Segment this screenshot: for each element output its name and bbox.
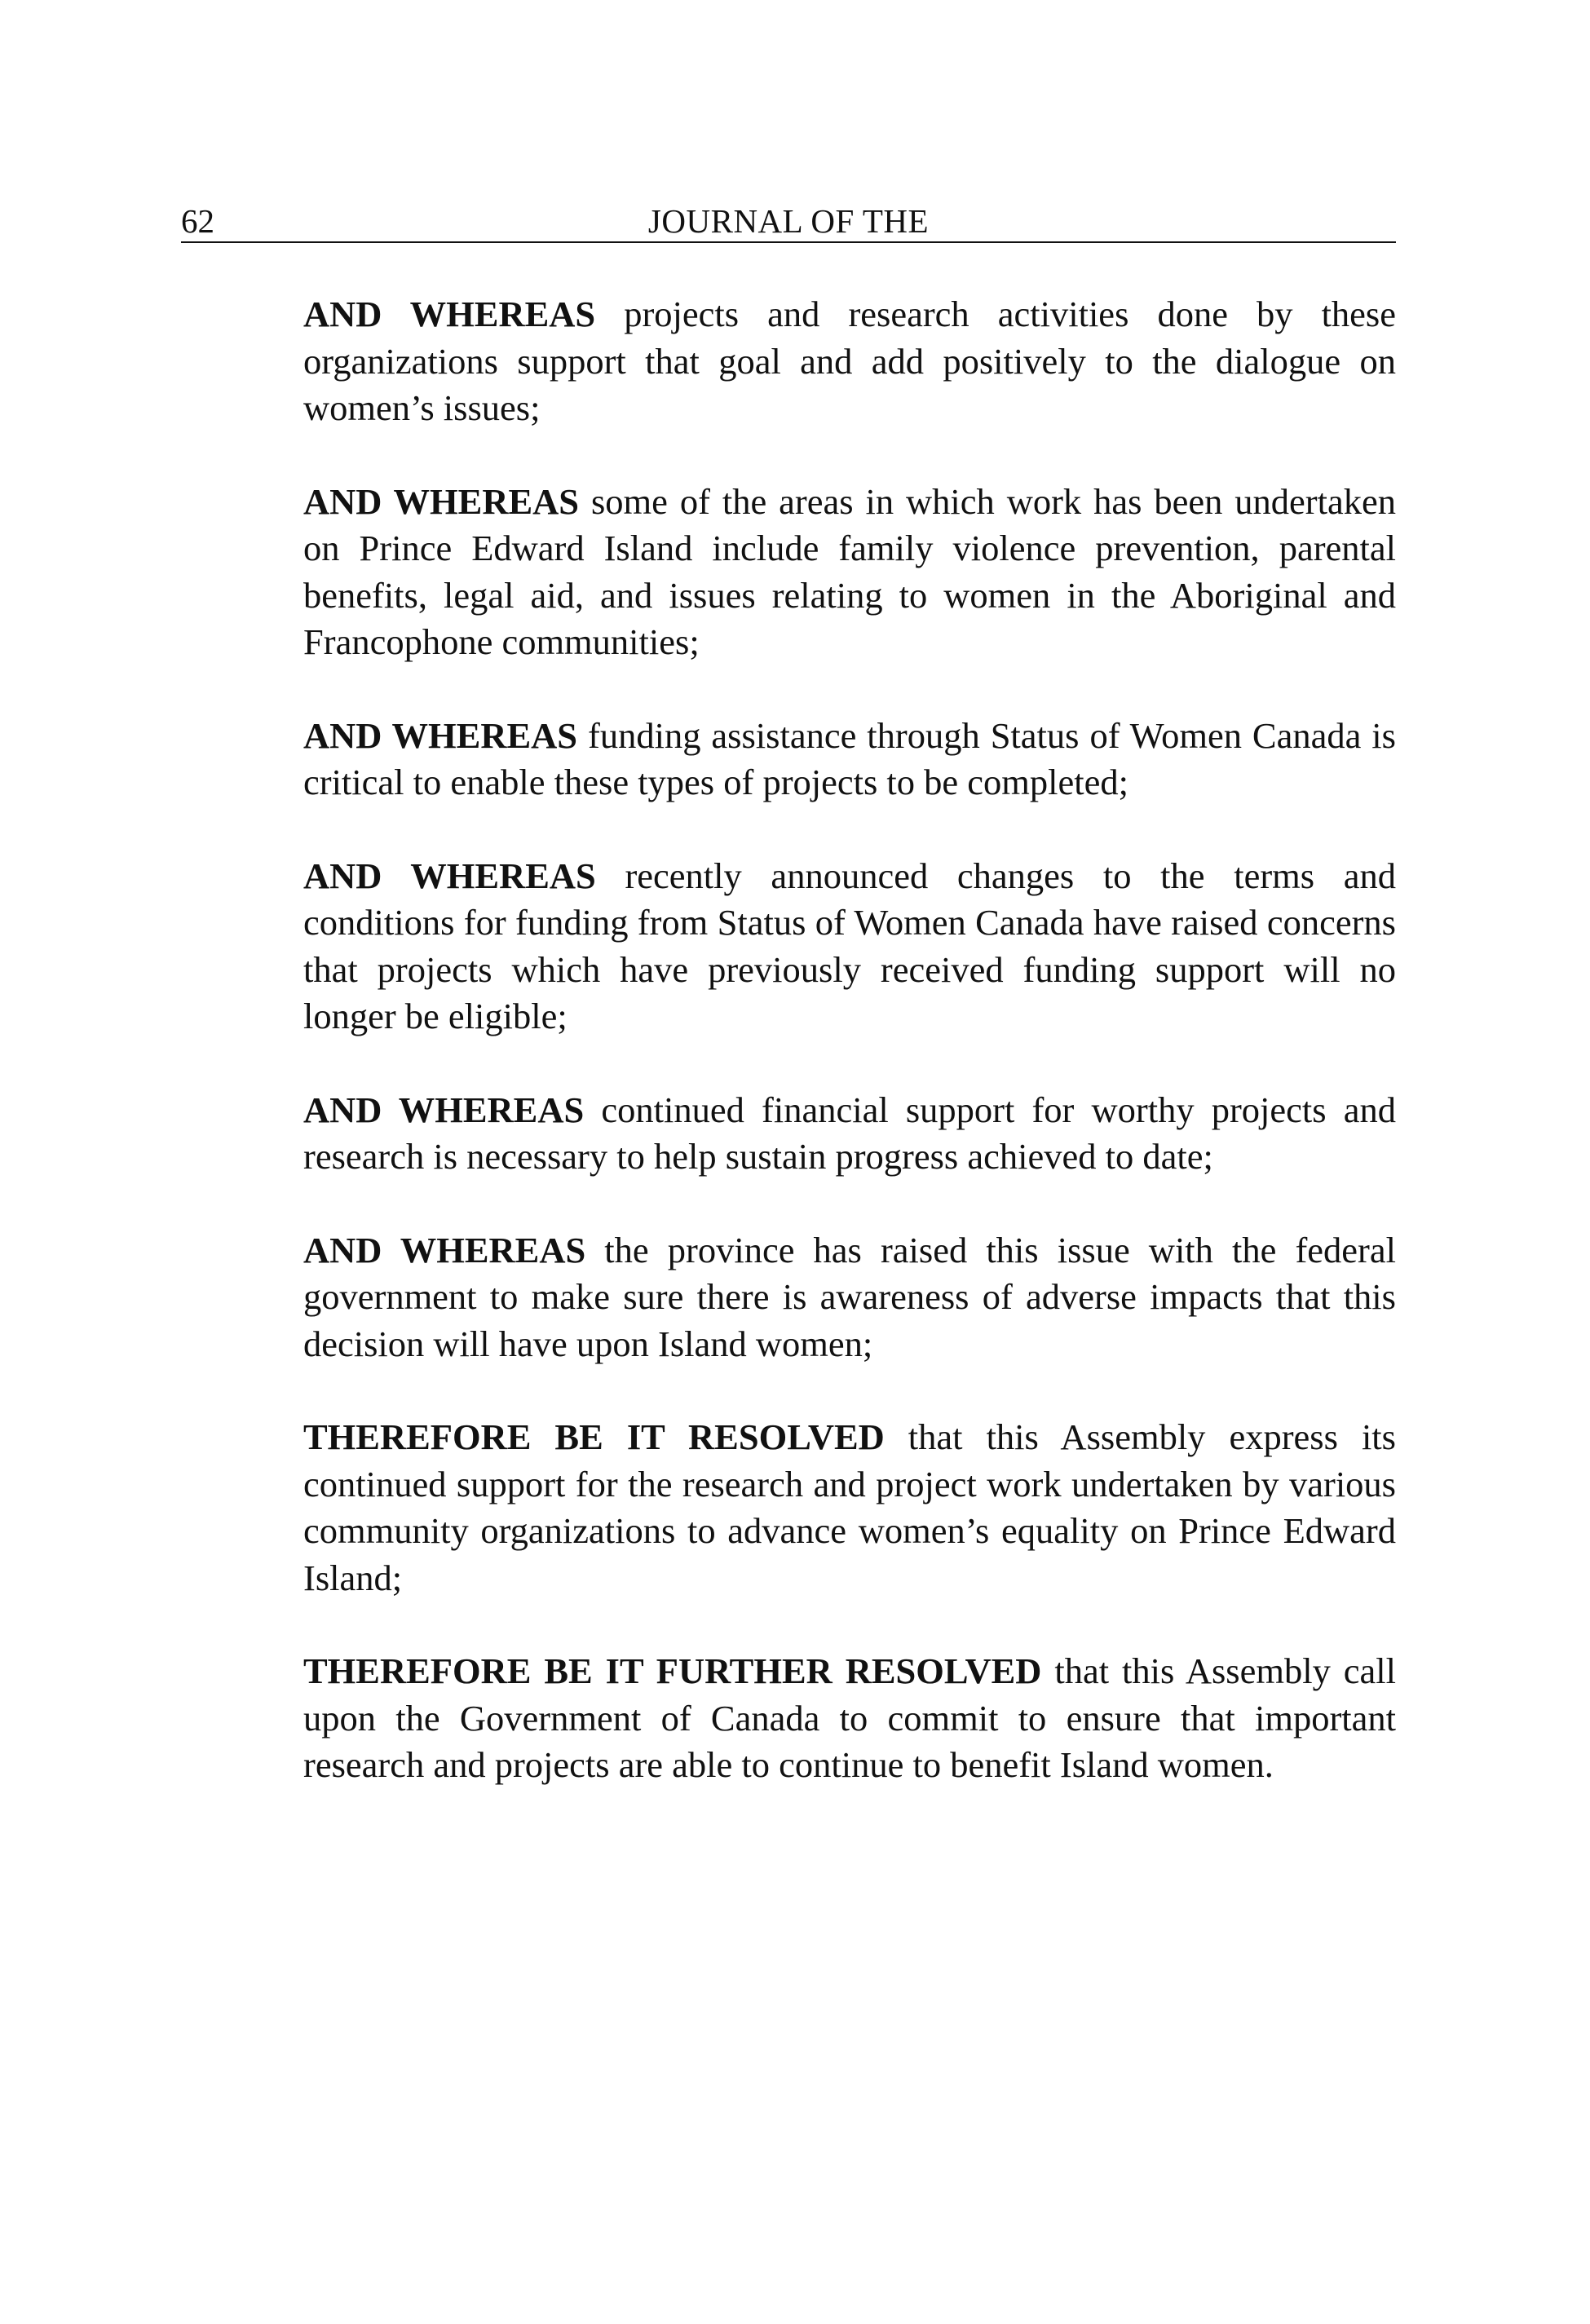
clause-lead: THEREFORE BE IT FURTHER RESOLVED (303, 1650, 1042, 1691)
whereas-clause-changes (303, 853, 1396, 1040)
clause-lead: THEREFORE BE IT RESOLVED (303, 1416, 885, 1457)
clause-lead: AND WHEREAS (303, 714, 578, 756)
clause-text: projects and research activities done by these organizations support that goal and add positively to the dialogue on women’s issues; (303, 294, 1396, 428)
whereas-clause-province (303, 1227, 1396, 1368)
clause-text: that this Assembly express its continued support for the research and project work undertaken by various community organizations to advance women’s equality on Prince Edward Island; (303, 1416, 1396, 1598)
clause-text: continued financial support for worthy projects and research is necessary to help sustain progress achieved to date; (303, 1089, 1396, 1177)
clause-text: the province has raised this issue with the federal government to make sure there is awareness of adverse impacts that this decision will have upon Island women; (303, 1229, 1396, 1364)
clause-text: that this Assembly call upon the Government of Canada to commit to ensure that important research and projects are able to continue to benefit Island women. (303, 1650, 1396, 1785)
clause-lead: AND WHEREAS (303, 294, 596, 334)
clause-lead: AND WHEREAS (303, 480, 580, 522)
page-header (181, 201, 1396, 243)
clause-text: some of the areas in which work has been undertaken on Prince Edward Island include family violence prevention, parental benefits, legal aid, and issues relating to women in the Aboriginal and Francophone communities; (303, 480, 1396, 662)
whereas-clause-support (303, 1087, 1396, 1181)
whereas-clause-goal (303, 291, 1396, 432)
resolved-clause (303, 1414, 1396, 1602)
resolution-text (303, 291, 1396, 1836)
page-number: 62 (181, 202, 214, 240)
clause-text: recently announced changes to the terms and conditions for funding from Status of Women Canada have raised concerns that projects which have previously received funding support will no longer be eligible; (303, 855, 1396, 1036)
clause-lead: AND WHEREAS (303, 1229, 586, 1270)
further-resolved-clause (303, 1648, 1396, 1789)
clause-lead: AND WHEREAS (303, 1089, 585, 1130)
running-title: JOURNAL OF THE (647, 202, 930, 240)
clause-lead: AND WHEREAS (303, 855, 596, 896)
whereas-clause-funding (303, 713, 1396, 806)
whereas-clause-areas (303, 479, 1396, 666)
clause-text: funding assistance through Status of Women Canada is critical to enable these types of projects to be completed; (303, 714, 1396, 802)
